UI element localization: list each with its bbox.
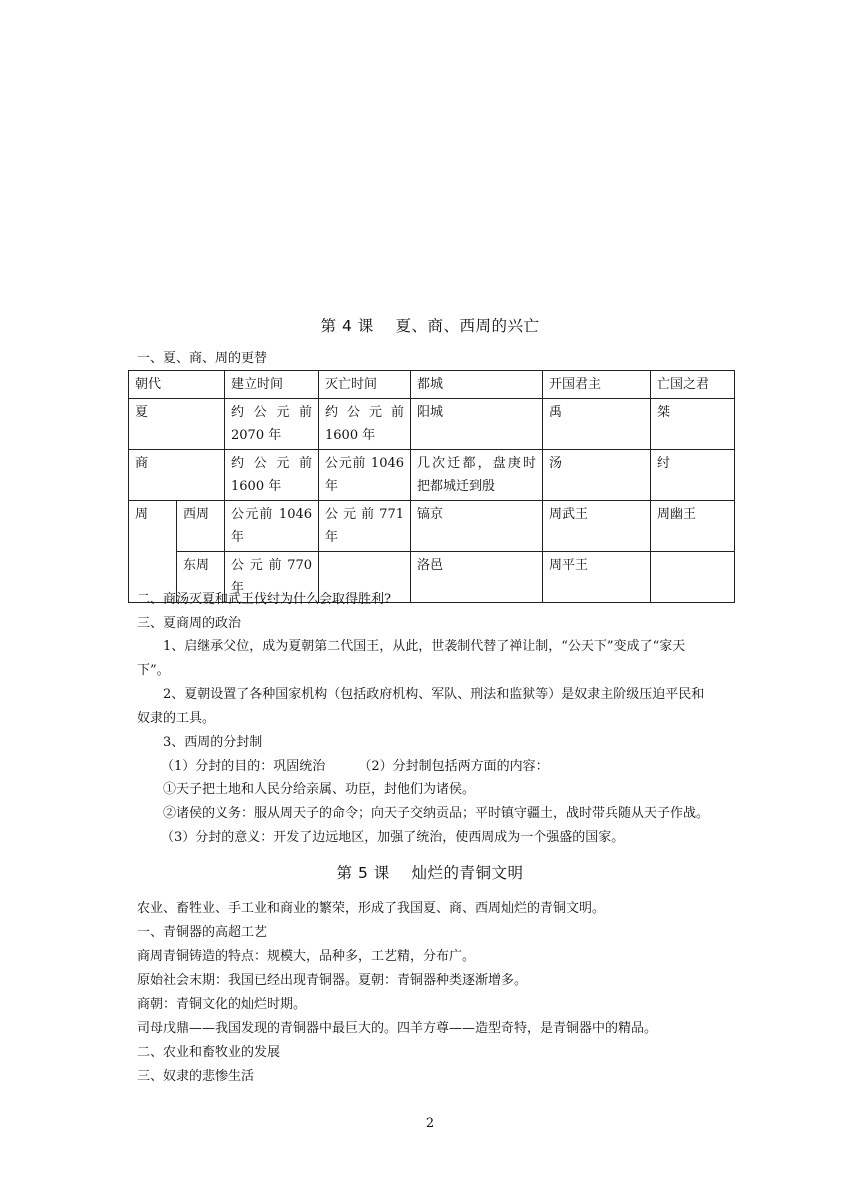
table-row xyxy=(129,501,735,552)
header-fell: 灭亡时间 xyxy=(319,371,411,399)
cell-founded: 公 元 前 770 年 xyxy=(225,552,319,603)
cell-sub-dynasty: 西周 xyxy=(177,501,225,552)
cell-dynasty: 夏 xyxy=(129,399,225,450)
cell-fell: 约 公 元 前 1600 年 xyxy=(319,399,411,450)
cell-fell: 公 元 前 771 年 xyxy=(319,501,411,552)
dynasty-table xyxy=(128,370,735,603)
lesson5-section3-heading: 三、奴隶的悲惨生活 xyxy=(137,1069,255,1084)
cell-dynasty: 周 xyxy=(129,501,177,603)
cell-last-ruler: 周幽王 xyxy=(651,501,735,552)
cell-founded: 约 公 元 前 2070 年 xyxy=(225,399,319,450)
cell-founded: 约 公 元 前 1600 年 xyxy=(225,450,319,501)
table-header-row xyxy=(129,371,735,399)
paragraph-3-item-d: （3）分封的意义：开发了边远地区，加强了统治，使西周成为一个强盛的国家。 xyxy=(161,830,625,845)
lesson5-section2-heading: 二、农业和畜牧业的发展 xyxy=(137,1045,281,1060)
lesson4-section1-heading: 一、夏、商、周的更替 xyxy=(137,351,268,366)
cell-founder: 禹 xyxy=(543,399,651,450)
lesson5-line-4: 司母戊鼎——我国发现的青铜器中最巨大的。四羊方尊——造型奇特，是青铜器中的精品。 xyxy=(137,1021,658,1036)
lesson5-line-2: 原始社会末期：我国已经出现青铜器。夏朝：青铜器种类逐渐增多。 xyxy=(137,973,528,988)
lesson5-line-1: 商周青铜铸造的特点：规模大，品种多，工艺精，分布广。 xyxy=(137,949,476,964)
header-founder: 开国君主 xyxy=(543,371,651,399)
cell-capital: 几次迁都，盘庚时 把都城迁到殷 xyxy=(411,450,543,501)
lesson4-title: 第 4 课 夏、商、西周的兴亡 xyxy=(320,317,540,335)
cell-founder: 汤 xyxy=(543,450,651,501)
paragraph-3-item-a: （1）分封的目的：巩固统治 （2）分封制包括两方面的内容： xyxy=(161,759,549,774)
header-dynasty: 朝代 xyxy=(129,371,225,399)
lesson5-section1-heading: 一、青铜器的高超工艺 xyxy=(137,925,268,940)
cell-last-ruler: 纣 xyxy=(651,450,735,501)
lesson4-section2-heading: 二、商汤灭夏和武王伐纣为什么会取得胜利? xyxy=(137,592,391,607)
table-row xyxy=(129,450,735,501)
paragraph-2-line-2: 奴隶的工具。 xyxy=(137,711,216,726)
paragraph-1-line-1: 1、启继承父位，成为夏朝第二代国王，从此，世袭制代替了禅让制，“公天下”变成了“家天 xyxy=(163,639,686,654)
cell-last-ruler: 桀 xyxy=(651,399,735,450)
table-row xyxy=(129,399,735,450)
cell-founder: 周武王 xyxy=(543,501,651,552)
cell-last-ruler xyxy=(651,552,735,603)
lesson5-title: 第 5 课 灿烂的青铜文明 xyxy=(336,864,524,882)
cell-dynasty: 商 xyxy=(129,450,225,501)
page-number: 2 xyxy=(425,1116,435,1131)
paragraph-2-line-1: 2、夏朝设置了各种国家机构（包括政府机构、军队、刑法和监狱等）是奴隶主阶级压迫平民和 xyxy=(163,687,705,702)
cell-capital: 阳城 xyxy=(411,399,543,450)
cell-capital: 洛邑 xyxy=(411,552,543,603)
paragraph-3-item-c: ②诸侯的义务：服从周天子的命令；向天子交纳贡品；平时镇守疆土，战时带兵随从天子作战。 xyxy=(163,806,710,821)
paragraph-3-heading: 3、西周的分封制 xyxy=(163,735,263,750)
cell-sub-dynasty: 东周 xyxy=(177,552,225,603)
paragraph-1-line-2: 下”。 xyxy=(137,663,170,678)
paragraph-3-item-b: ①天子把土地和人民分给亲属、功臣，封他们为诸侯。 xyxy=(163,782,476,797)
cell-capital: 镐京 xyxy=(411,501,543,552)
lesson5-line-3: 商朝：青铜文化的灿烂时期。 xyxy=(137,997,307,1012)
cell-founder: 周平王 xyxy=(543,552,651,603)
cell-fell: 公元前 1046 年 xyxy=(319,450,411,501)
cell-founded: 公元前 1046 年 xyxy=(225,501,319,552)
lesson5-intro: 农业、畜牲业、手工业和商业的繁荣，形成了我国夏、商、西周灿烂的青铜文明。 xyxy=(137,901,606,916)
lesson4-section3-heading: 三、夏商周的政治 xyxy=(137,616,242,631)
header-last-ruler: 亡国之君 xyxy=(651,371,735,399)
header-founded: 建立时间 xyxy=(225,371,319,399)
header-capital: 都城 xyxy=(411,371,543,399)
